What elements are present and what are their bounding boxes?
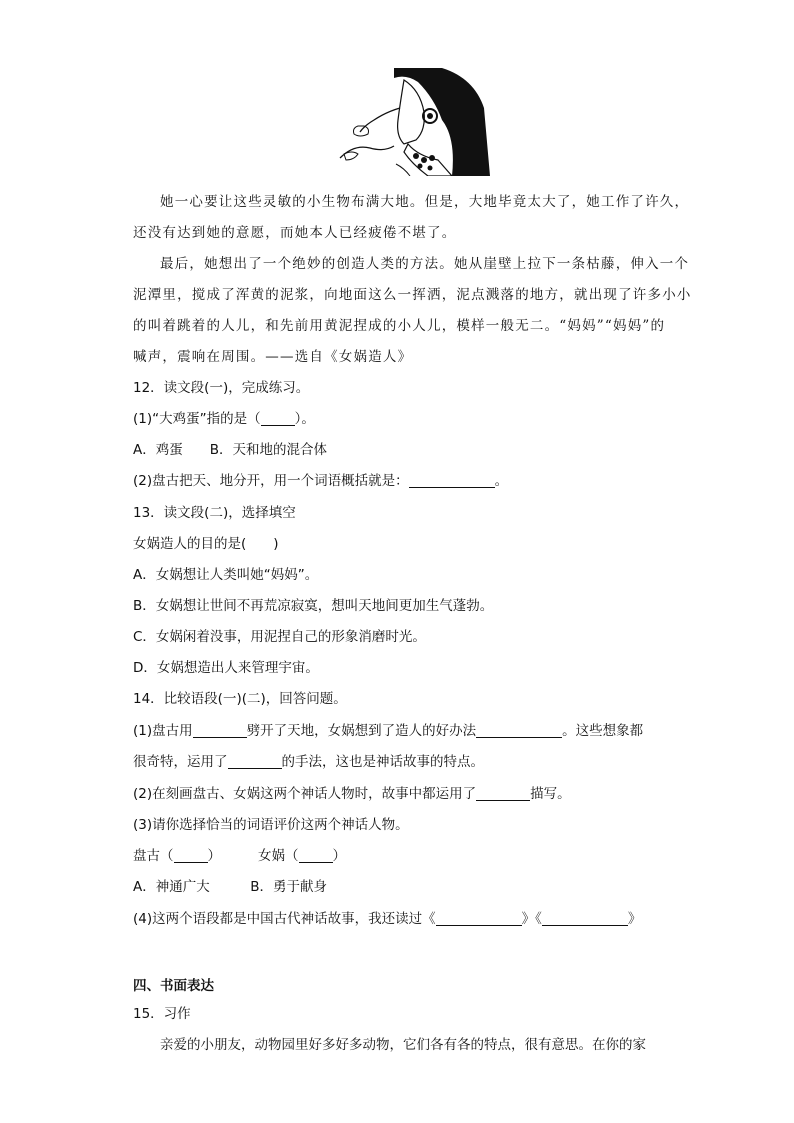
q14-s1-text: 劈开了天地，女娲想到了造人的好办法 (246, 723, 477, 739)
q12-s2-text: (2)盘古把天、地分开，用一个词语概括就是： (133, 473, 409, 489)
q14-s1-text: 很奇特，运用了 (133, 754, 228, 770)
question-14-sub1 (133, 721, 643, 741)
option-a[interactable]: A．女娲想让人类叫她“妈妈”。 (133, 567, 319, 583)
option-c[interactable]: C．女娲闲着没事，用泥捏自己的形象消磨时光。 (133, 629, 426, 645)
answer-blank[interactable] (436, 911, 522, 926)
question-14-title: 14．比较语段(一)(二)，回答问题。 (133, 691, 347, 707)
question-15-title: 15．习作 (133, 1006, 191, 1022)
q14-s1-text: (1)盘古用 (133, 723, 193, 739)
question-15-intro: 亲爱的小朋友，动物园里好多好多动物，它们各有各的特点，很有意思。在你的家 (160, 1037, 646, 1053)
question-13-stem: 女娲造人的目的是( ) (133, 536, 279, 552)
answer-blank[interactable] (409, 473, 495, 488)
question-14-sub4 (133, 909, 641, 929)
nvwa-label: 女娲（ (258, 848, 299, 864)
q14-s4-text: (4)这两个语段都是中国古代神话故事，我还读过《 (133, 911, 436, 927)
passage-line: 的叫着跳着的人儿，和先前用黄泥捏成的小人儿，模样一般无二。“妈妈”“妈妈”的 (133, 318, 666, 334)
q12-s1-end: ）。 (294, 411, 315, 427)
question-14-sub3: (3)请你选择恰当的词语评价这两个神话人物。 (133, 817, 409, 833)
question-14-sub1-cont (133, 752, 484, 772)
passage-line: 泥潭里，搅成了浑黄的泥浆，向地面这么一挥洒，泥点溅落的地方，就出现了许多小小 (133, 287, 692, 303)
q14-s2-text: 描写。 (530, 786, 571, 802)
passage-line: 她一心要让这些灵敏的小生物布满大地。但是，大地毕竟太大了，她工作了许久， (160, 194, 690, 210)
question-14-options: A．神通广大 B．勇于献身 (133, 879, 327, 895)
answer-blank[interactable] (476, 723, 562, 738)
passage-line: 最后，她想出了一个绝妙的创造人类的方法。她从崖壁上拉下一条枯藤，伸入一个 (160, 256, 690, 272)
q12-s1-text: (1)“大鸡蛋”指的是（ (133, 411, 261, 427)
section-heading: 四、书面表达 (133, 978, 214, 994)
answer-blank[interactable] (542, 911, 628, 926)
nuwa-illustration (334, 68, 490, 176)
question-12-sub2 (133, 471, 508, 491)
q14-s4-text: 》 (627, 911, 642, 927)
q14-s1-text: 。这些想象都 (562, 723, 644, 739)
option-d[interactable]: D．女娲想造出人来管理宇宙。 (133, 660, 319, 676)
q14-s2-text: (2)在刻画盘古、女娲这两个神话人物时，故事中都运用了 (133, 786, 477, 802)
answer-blank[interactable] (299, 848, 333, 863)
passage-line: 还没有达到她的意愿，而她本人已经疲倦不堪了。 (133, 225, 457, 241)
question-14-nvwa (258, 846, 346, 866)
question-12-sub1 (133, 409, 315, 429)
question-14-pangu (133, 846, 221, 866)
answer-blank[interactable] (174, 848, 208, 863)
q14-s4-text: 》《 (521, 911, 542, 927)
passage-line: 喊声，震响在周围。——选自《女娲造人》 (133, 349, 413, 365)
question-13-title: 13．读文段(二)，选择填空 (133, 505, 296, 521)
question-14-sub2 (133, 784, 571, 804)
option-b[interactable]: B．女娲想让世间不再荒凉寂寞，想叫天地间更加生气蓬勃。 (133, 598, 494, 614)
question-12-options: A．鸡蛋 B．天和地的混合体 (133, 442, 327, 458)
question-12-title: 12．读文段(一)，完成练习。 (133, 380, 310, 396)
nvwa-end: ） (332, 848, 346, 864)
pangu-label: 盘古（ (133, 848, 174, 864)
q14-s1-text: 的手法，这也是神话故事的特点。 (281, 754, 484, 770)
pangu-end: ） (207, 848, 221, 864)
q12-s2-end: 。 (494, 473, 509, 489)
answer-blank[interactable] (476, 786, 530, 801)
answer-blank[interactable] (228, 754, 282, 769)
answer-blank[interactable] (193, 723, 247, 738)
answer-blank[interactable] (261, 411, 295, 426)
